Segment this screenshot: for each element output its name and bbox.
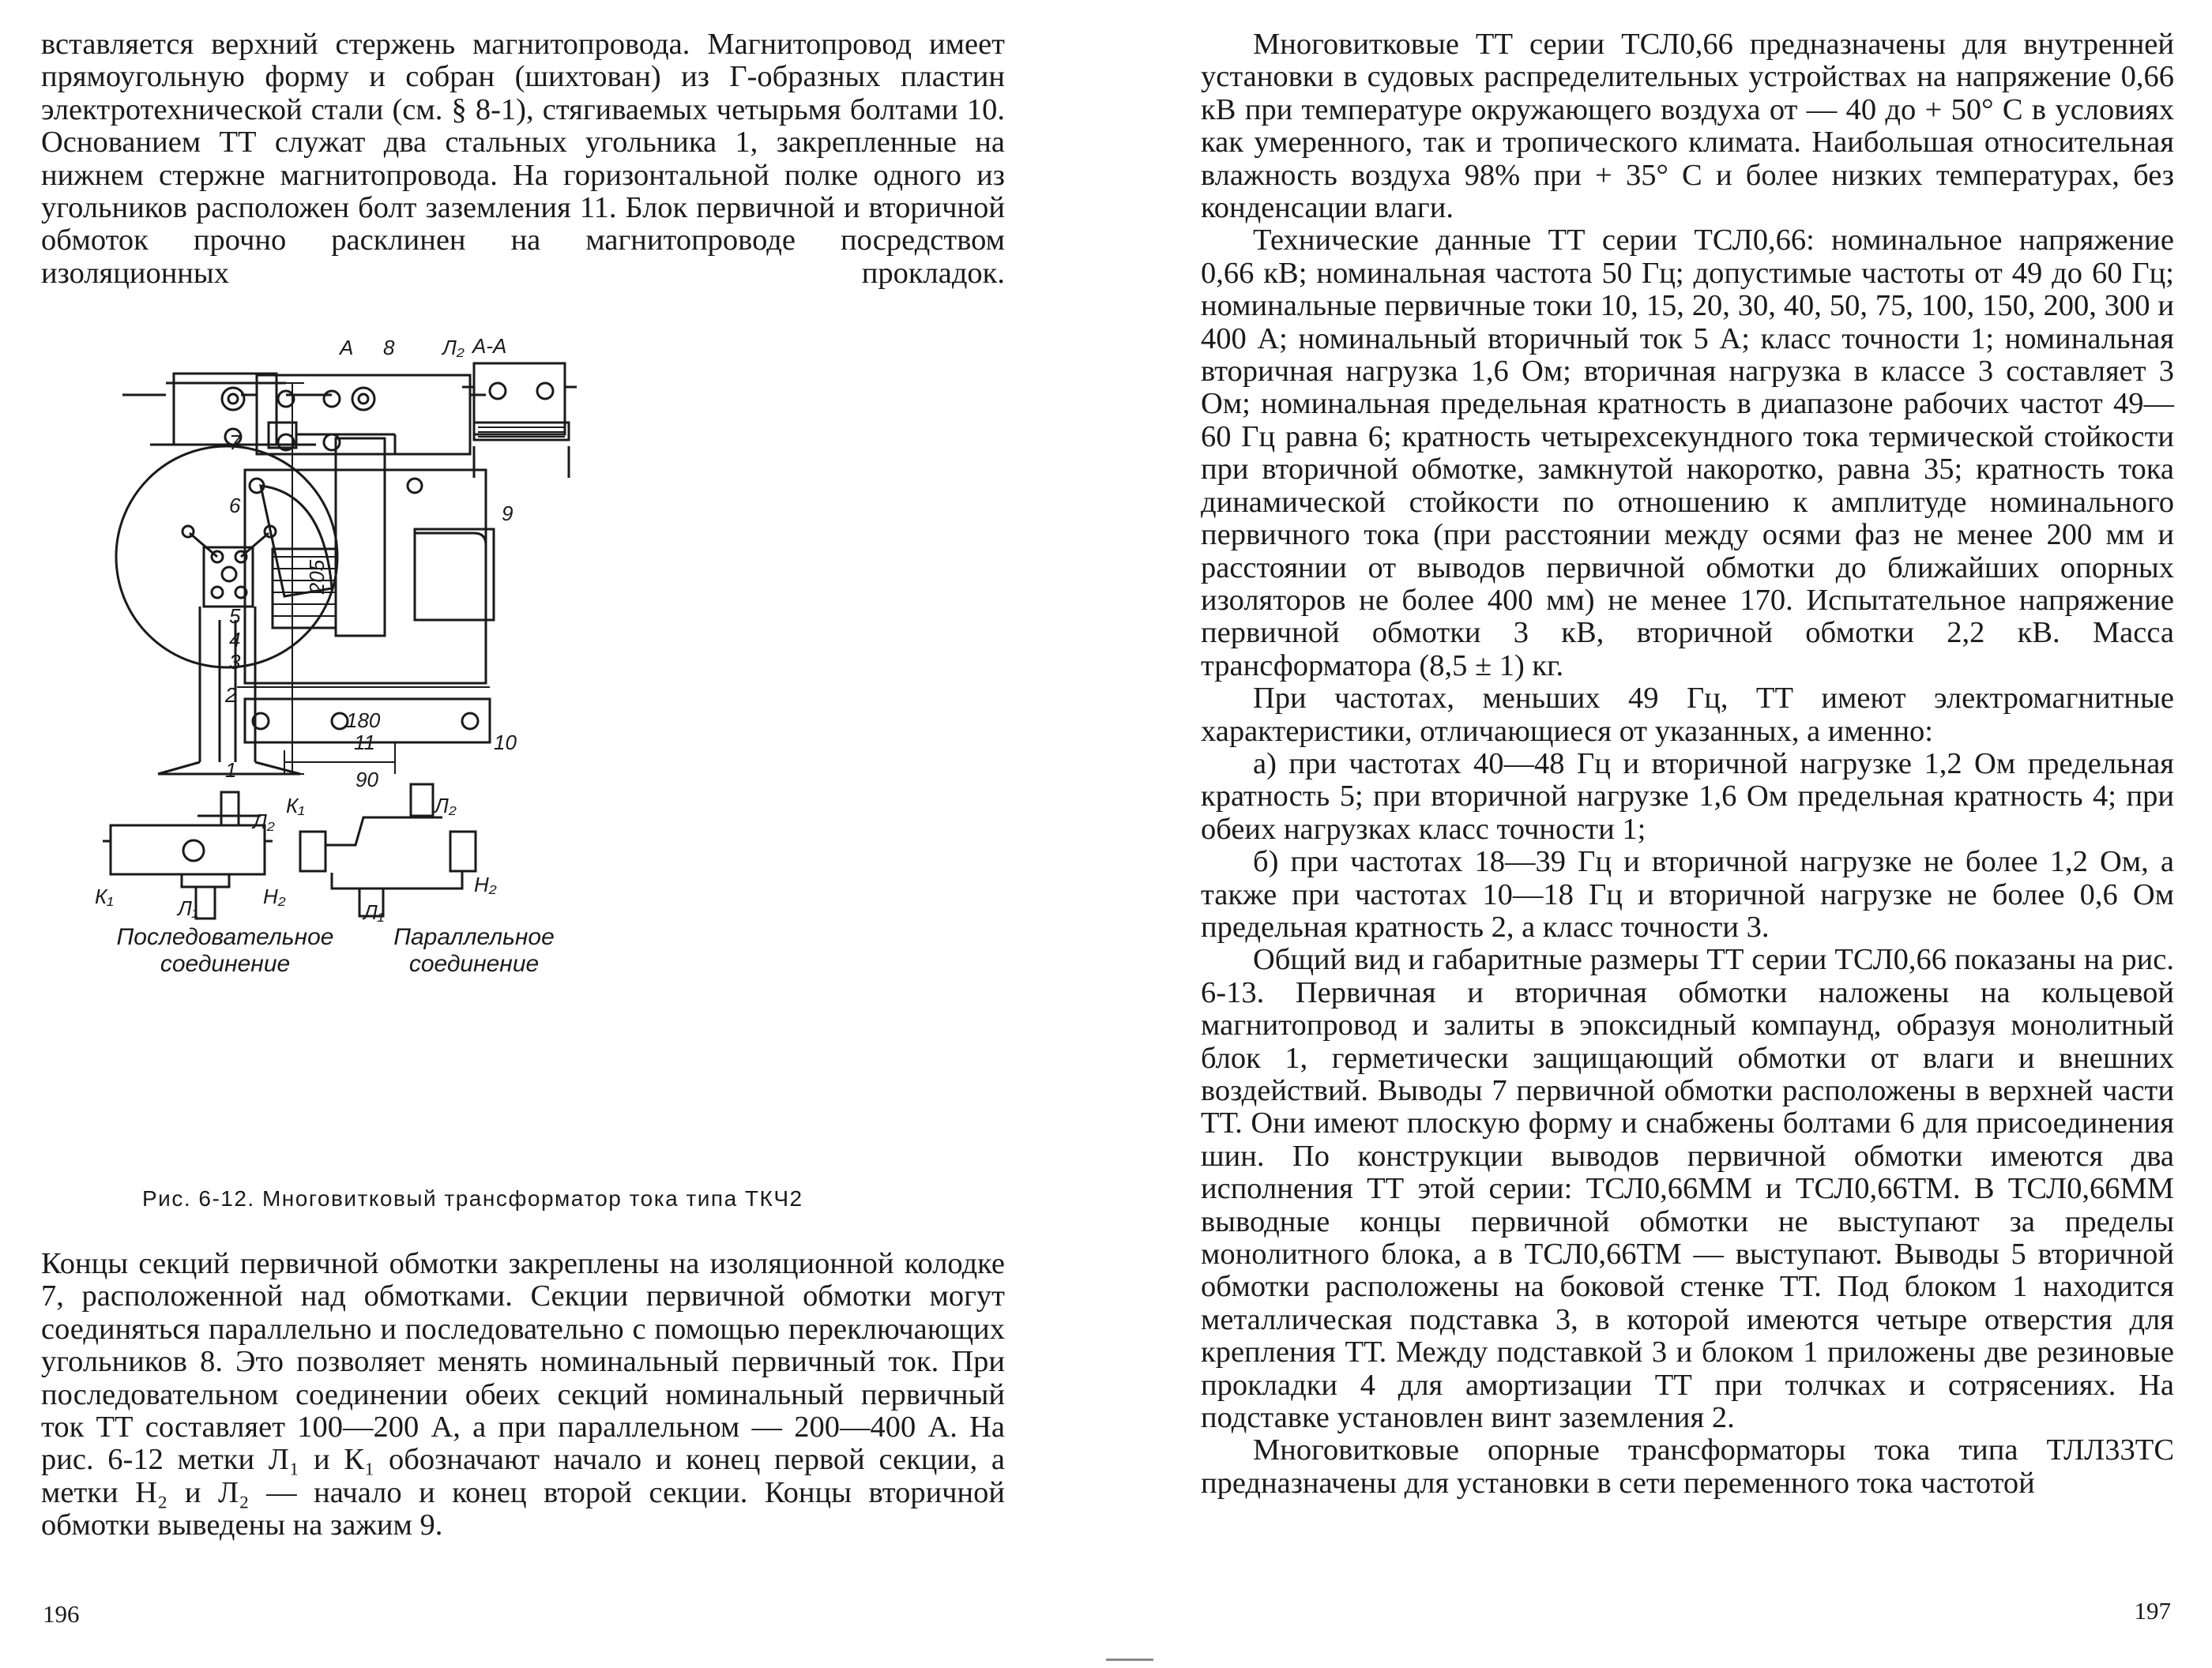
callout-10: 10	[494, 731, 517, 754]
terminal-l1-series: Л₁	[178, 896, 199, 920]
terminal-k1-parallel: К₁	[286, 794, 305, 817]
figure-caption: Рис. 6-12. Многовитковый трансформатор тока типа ТКЧ2	[142, 1186, 803, 1211]
page-number-right: 197	[2134, 1597, 2171, 1625]
paragraph-general-view: Общий вид и габаритные размеры ТТ серии ТСЛ0,66 показаны на рис. 6-13. Первичная и вторичная обмотки наложены на кольцевой магнитопровод и залиты в эпоксидный компаунд, образуя монолитный блок 1, герметически защищающий обмотки от влаги и внешних воздействий. Выводы 7 первичной обмотки расположены в верхней части ТТ. Они имеют плоскую форму и снабжены болтами 6 для присоединения шин. По конструкции выводов первичной обмотки имеются два исполнения ТТ этой серии: ТСЛ0,66ММ и ТСЛ0,66ТМ. В ТСЛ0,66ММ выводные концы первичной обмотки не выступают за пределы монолитного блока, а в ТСЛ0,66ТМ — выступают. Выводы 5 вторичной обмотки расположены на боковой стенке ТТ. Под блоком 1 находится металлическая подставка 3, в которой имеются четыре отверстия для крепления ТТ. Между подставкой 3 и блоком 1 приложены две резиновые прокладки 4 для амортизации ТТ при толчках и сотрясениях. На подставке установлен винт заземления 2.	[1201, 943, 2174, 1435]
page-number-left: 196	[43, 1600, 80, 1628]
list-item-a: а) при частотах 40—48 Гц и вторичной нагрузке 1,2 Ом предельная кратность 5; при вторичной нагрузке 1,6 Ом предельная кратность 4; при обеих нагрузках класс точности 1;	[1201, 746, 2174, 846]
callout-6: 6	[229, 494, 241, 517]
section-label-aa: А-А	[472, 334, 507, 358]
callout-9: 9	[502, 502, 514, 525]
paragraph-text: вставляется верхний стержень магнитопровода. Магнитопровод имеет прямоугольную форму и собран (шихтован) из Г-образных пластин электротехнической стали (см. § 8-1), стягиваемых четырьмя болтами 10. Основанием ТТ служат два стальных угольника 1, закрепленные на нижнем стержне магнитопровода. На горизонтальной полке одного из угольников расположен болт заземления 11. Блок первичной и вторичной обмоток прочно расклинен на магнитопроводе посредством изоляционных прокладок.	[41, 28, 1005, 290]
paragraph-text: Концы секций первичной обмотки закреплены на изоляционной колодке 7, расположенной над обмотками. Секции первичной обмотки могут соединяться параллельно и последовательно с помощью переключающих угольников 8. Это позволяет менять номинальный первичный ток. При последовательном соединении обеих секций номинальный первичный ток ТТ составляет 100—200 А, а при параллельном — 200—400 А. На рис. 6-12 метки Л₁ и К₁ обозначают начало и конец первой секции, а метки Н₂ и Л₂ — начало и конец второй секции. Концы вторичной обмотки выведены на зажим 9.	[41, 1247, 1005, 1542]
terminal-h2-series: Н₂	[263, 885, 286, 908]
series-connection-label: Последовательное соединение	[116, 924, 334, 977]
callout-11: 11	[354, 731, 375, 754]
dimension-180: 180	[346, 708, 381, 732]
callout-4: 4	[229, 628, 241, 652]
terminal-l2-label: Л₂	[442, 336, 465, 359]
gutter-mark	[1106, 1659, 1153, 1661]
list-item-b: б) при частотах 18—39 Гц и вторичной нагрузке не более 1,2 Ом, а также при частотах 10—18 Гц и вторичной нагрузке не более 0,6 Ом предельная кратность 2, а класс точности 3.	[1201, 845, 2174, 944]
terminal-l1-parallel: Л₁	[363, 900, 385, 924]
right-column	[1201, 28, 2174, 1500]
section-aa-view	[462, 363, 577, 478]
callout-8: 8	[383, 336, 395, 359]
paragraph-tsl066-intro: Многовитковые ТТ серии ТСЛ0,66 предназначены для внутренней установки в судовых распределительных устройствах на напряжение 0,66 кВ при температуре окружающего воздуха от — 40 до + 50° С в условиях как умеренного, так и тропического климата. Наибольшая относительная влажность воздуха 98% при + 35° С и более низких температурах, без конденсации влаги.	[1201, 28, 2174, 225]
right-page	[1106, 0, 2212, 1668]
callout-5: 5	[229, 604, 241, 628]
left-bottom-paragraph	[41, 1248, 1005, 1542]
callout-1: 1	[225, 758, 237, 782]
dimension-90: 90	[356, 768, 378, 791]
callout-2: 2	[225, 683, 237, 707]
paragraph-tll33ts: Многовитковые опорные трансформаторы тока типа ТЛЛ33ТС предназначены для установки в сети переменного тока частотой	[1201, 1433, 2174, 1500]
terminal-k1-series: К₁	[95, 885, 114, 908]
parallel-connection-label: Параллельное соединение	[393, 924, 555, 977]
terminal-l2-series: Л₂	[253, 810, 275, 833]
section-marker-a: А	[340, 336, 354, 359]
callout-3: 3	[229, 650, 241, 674]
dimension-205: 205	[305, 559, 329, 595]
paragraph-low-frequency: При частотах, меньших 49 Гц, ТТ имеют электромагнитные характеристики, отличающиеся от указанных, а именно:	[1201, 682, 2174, 748]
paragraph-technical-data: Технические данные ТТ серии ТСЛ0,66: номинальное напряжение 0,66 кВ; номинальная частота 50 Гц; допустимые частоты от 49 до 60 Гц; номинальные первичные токи 10, 15, 20, 30, 40, 50, 75, 100, 150, 200, 300 и 400 А; номинальный вторичный ток 5 А; класс точности 1; номинальная вторичная нагрузка 1,6 Ом; вторичная нагрузка в классе 3 составляет 3 Ом; номинальная предельная кратность в диапазоне рабочих частот 49—60 Гц равна 6; кратность четырехсекундного тока термической стойкости при вторичной обмотке, замкнутой накоротко, равна 35; кратность тока динамической стойкости по отношению к амплитуде номинального первичного тока (при расстоянии между осями фаз не менее 200 мм и расстоянии от выводов первичной обмотки до ближайших опорных изоляторов не более 400 мм) не менее 170. Испытательное напряжение первичной обмотки 3 кВ, вторичной обмотки 2,2 кВ. Масса трансформатора (8,5 ± 1) кг.	[1201, 224, 2174, 682]
figure-6-12	[95, 320, 972, 1181]
left-top-paragraph	[41, 28, 1005, 290]
terminal-h2-parallel: Н₂	[474, 873, 497, 896]
callout-7: 7	[229, 430, 241, 454]
terminal-l2-parallel: Л₂	[434, 794, 457, 817]
